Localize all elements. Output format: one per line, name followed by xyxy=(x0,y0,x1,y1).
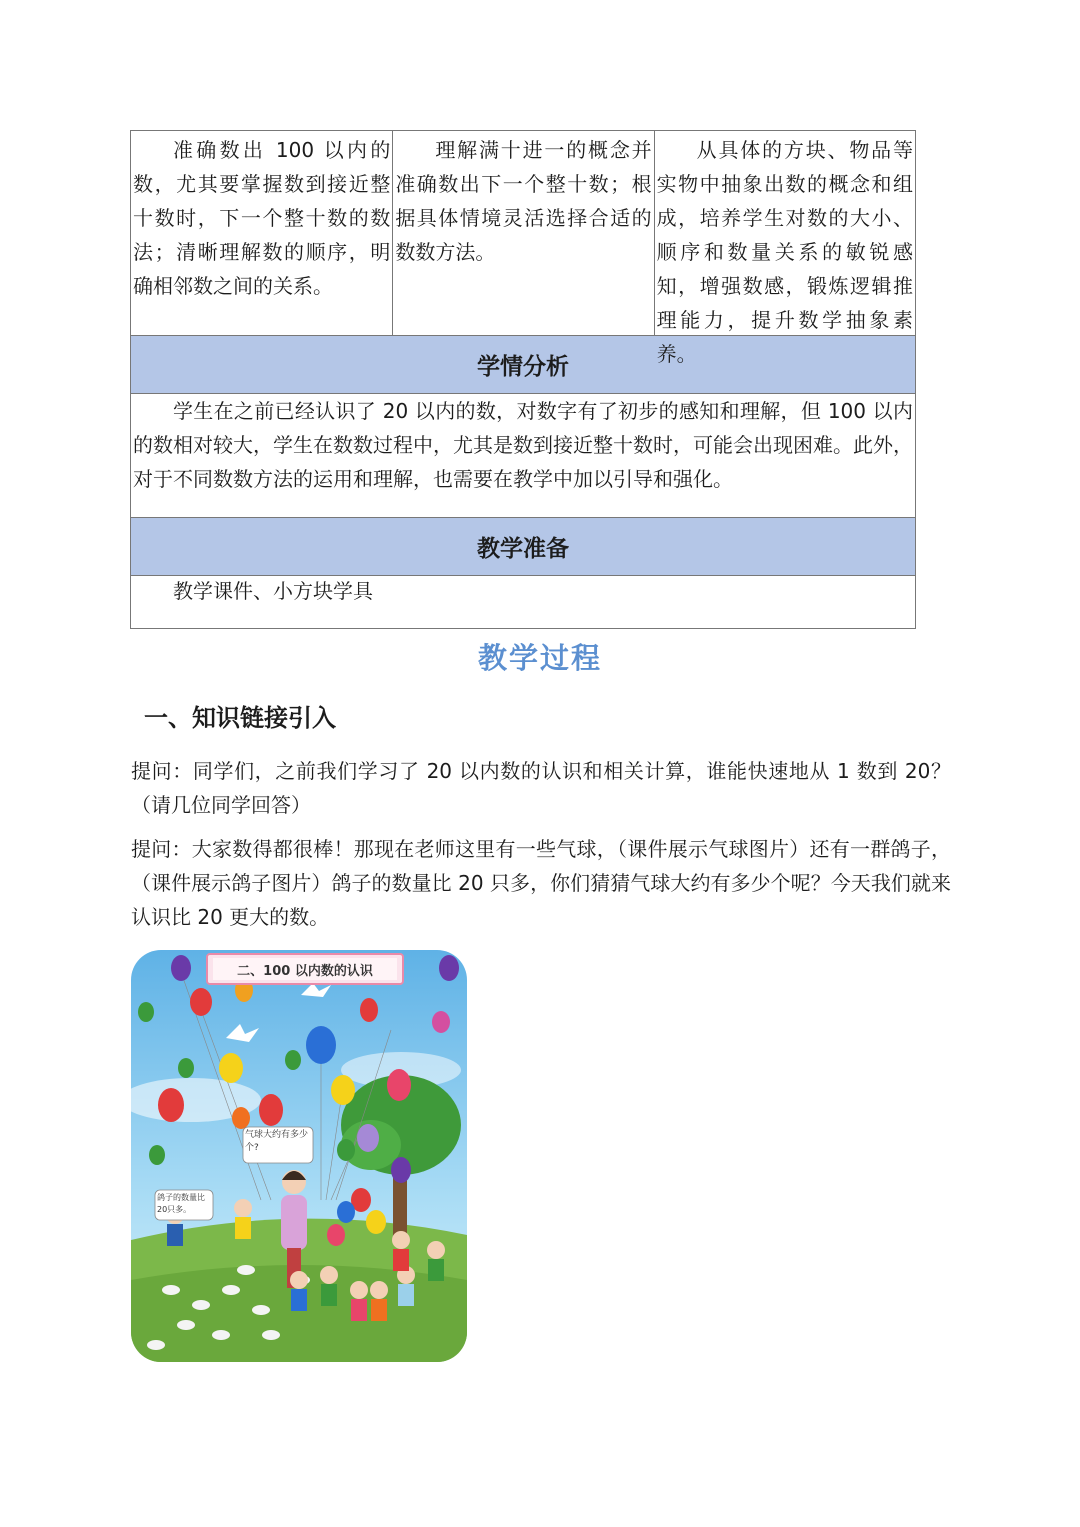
banner-text: 二、100 以内数的认识 xyxy=(237,964,373,979)
analysis-text: 学生在之前已经认识了 20 以内的数，对数字有了初步的感知和理解，但 100 以内的数相对较大，学生在数数过程中，尤其是数到接近整十数时，可能会出现困难。此外，对于不同数数方法的运用和理解，也需要在教学中加以引导和强化。 xyxy=(131,394,915,518)
process-title: 教学过程 xyxy=(477,641,602,675)
section-title: 一、知识链接引入 xyxy=(144,704,336,732)
question-2: 提问：大家数得都很棒！那现在老师这里有一些气球，（课件展示气球图片）还有一群鸽子，（课件展示鸽子图片）鸽子的数量比 20 只多，你们猜猜气球大约有多少个呢？今天我们就来认识比 20 更大的数。 xyxy=(131,837,951,929)
teacher-speech-text: 气球大约有多少个? xyxy=(245,1130,309,1153)
balloon-scene-svg xyxy=(131,950,467,1362)
lesson-plan-table xyxy=(130,130,916,629)
objectives-row xyxy=(131,131,915,366)
objective-knowledge: 准确数出 100 以内的数，尤其要掌握数到接近整十数时，下一个整十数的数法；清晰理解数的顺序，明确相邻数之间的关系。 xyxy=(133,138,391,298)
objective-literacy: 从具体的方块、物品等实物中抽象出数的概念和组成，培养学生对数的大小、顺序和数量关系的敏锐感知，增强数感，锻炼逻辑推理能力，提升数学抽象素养。 xyxy=(654,131,915,335)
child-speech-text: 鸽子的数量比20只多。 xyxy=(157,1193,205,1214)
objective-skill: 理解满十进一的概念并准确数出下一个整十数；根据具体情境灵活选择合适的数数方法。 xyxy=(392,131,653,335)
question-1: 提问：同学们，之前我们学习了 20 以内数的认识和相关计算，谁能快速地从 1 数到 20？（请几位同学回答） xyxy=(131,759,951,817)
prep-header: 教学准备 xyxy=(131,518,915,576)
prep-text: 教学课件、小方块学具 xyxy=(173,579,373,603)
balloon-illustration xyxy=(131,950,467,1362)
analysis-header: 学情分析 xyxy=(131,336,915,394)
